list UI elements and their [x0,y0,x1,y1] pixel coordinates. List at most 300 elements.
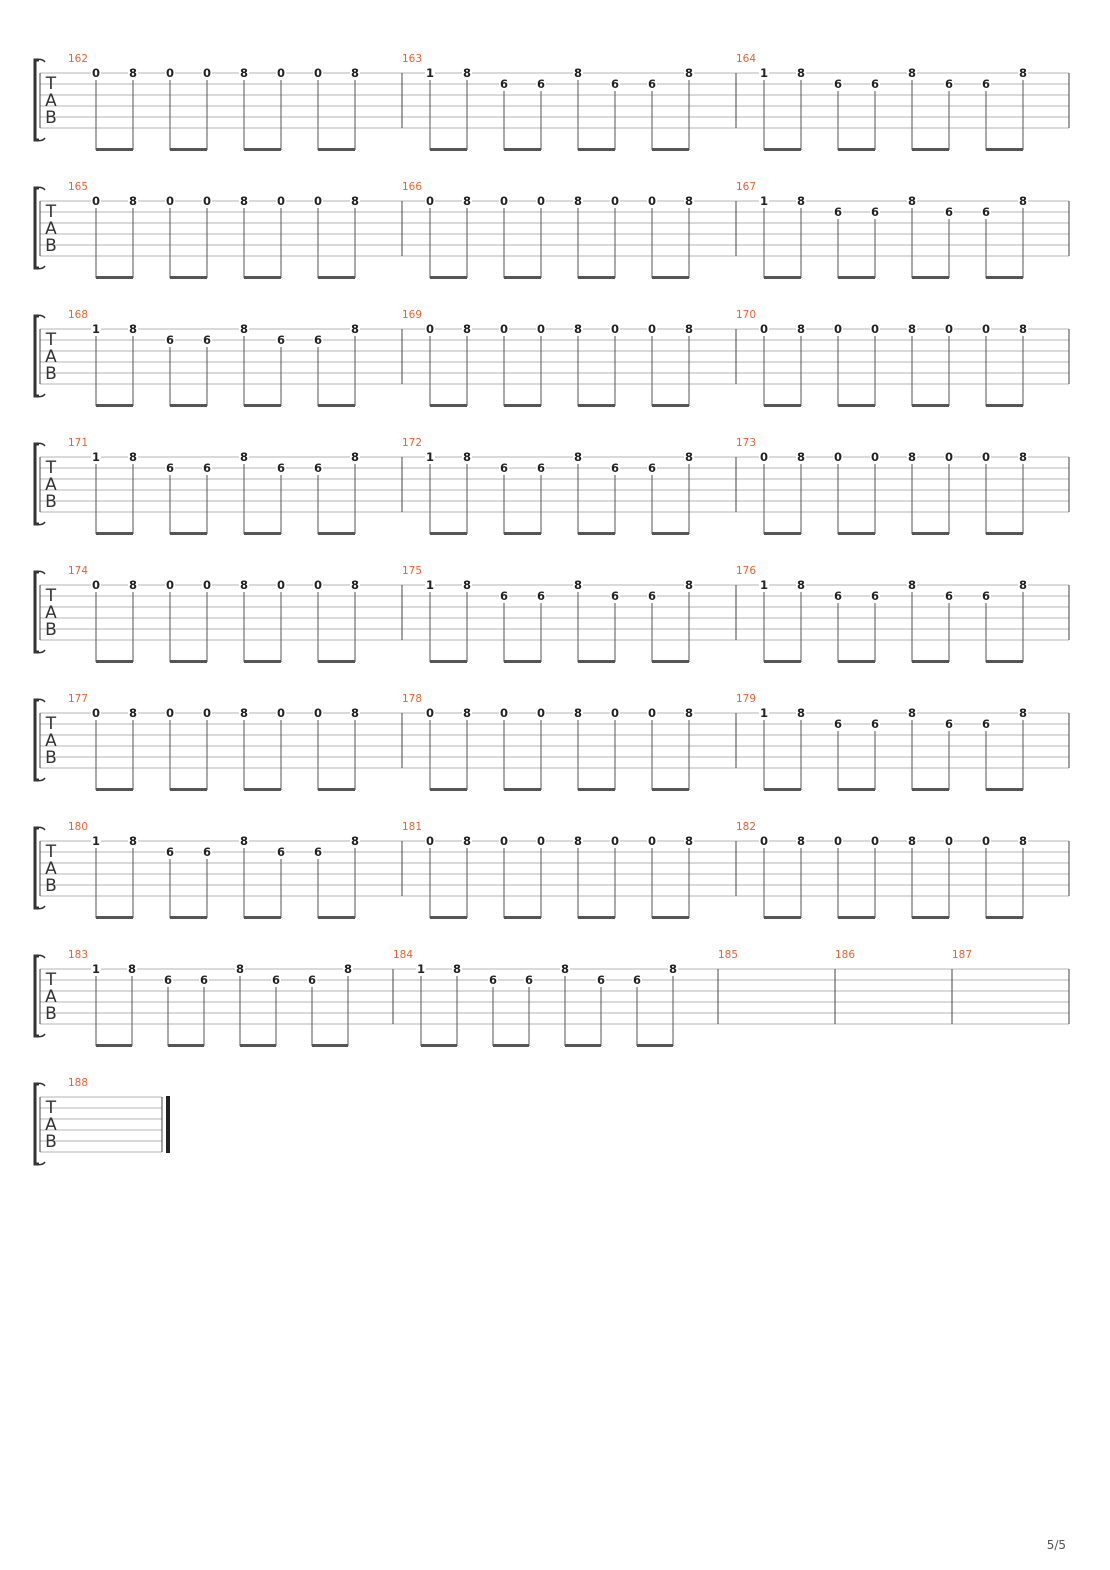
tab-clef-letter: T [45,458,57,478]
note-beam [912,532,949,535]
fret-number: 6 [944,77,954,91]
note-beam [986,660,1023,663]
fret-number: 8 [462,450,472,464]
measure-number: 165 [68,181,89,193]
note-beam [912,148,949,151]
note-beam [652,660,689,663]
note-beam [764,532,801,535]
note-beam [986,276,1023,279]
fret-number: 6 [499,589,509,603]
measure-number: 168 [68,309,89,321]
fret-number: 6 [165,845,175,859]
note-beam [318,148,355,151]
measure-number: 162 [68,53,89,65]
tab-clef-letter: T [45,842,57,862]
measure-number: 164 [736,53,757,65]
note-beam [430,148,467,151]
note-beam [504,916,541,919]
fret-number: 8 [462,66,472,80]
note-beam [652,916,689,919]
fret-number: 8 [239,834,249,848]
fret-number: 8 [350,194,360,208]
fret-number: 0 [425,706,435,720]
fret-number: 6 [647,589,657,603]
fret-number: 6 [276,461,286,475]
fret-number: 8 [573,194,583,208]
fret-number: 0 [647,834,657,848]
fret-number: 6 [870,717,880,731]
system-bracket [35,444,39,524]
measure-number: 178 [402,693,423,705]
fret-number: 6 [313,333,323,347]
fret-number: 6 [610,77,620,91]
fret-number: 0 [536,834,546,848]
tab-system [35,565,1069,663]
measure-number: 167 [736,181,757,193]
measure-number: 174 [68,565,89,577]
fret-number: 0 [944,450,954,464]
fret-number: 8 [350,578,360,592]
fret-number: 0 [610,194,620,208]
fret-number: 6 [202,461,212,475]
fret-number: 0 [425,834,435,848]
fret-number: 8 [684,322,694,336]
fret-number: 0 [870,450,880,464]
note-beam [430,916,467,919]
fret-number: 0 [499,194,509,208]
measure-number: 166 [402,181,423,193]
measure-number: 169 [402,309,423,321]
fret-number: 6 [163,973,173,987]
fret-number: 0 [647,194,657,208]
fret-number: 1 [416,962,426,976]
note-beam [504,788,541,791]
fret-number: 8 [684,450,694,464]
fret-number: 6 [944,589,954,603]
fret-number: 8 [684,706,694,720]
fret-number: 1 [91,322,101,336]
note-beam [244,532,281,535]
fret-number: 6 [499,77,509,91]
fret-number: 8 [573,578,583,592]
tab-clef-letter: A [45,219,57,239]
tab-clef-letter: A [45,1115,57,1135]
fret-number: 8 [796,322,806,336]
fret-number: 0 [944,322,954,336]
note-beam [244,404,281,407]
note-beam [652,788,689,791]
note-beam [652,404,689,407]
fret-number: 6 [307,973,317,987]
note-beam [838,788,875,791]
tab-clef-letter: B [45,620,57,640]
fret-number: 6 [536,77,546,91]
fret-number: 0 [165,578,175,592]
note-beam [170,532,207,535]
note-beam [986,916,1023,919]
note-beam [578,788,615,791]
fret-number: 6 [833,205,843,219]
note-beam [912,916,949,919]
system-bracket [35,828,39,908]
note-beam [318,788,355,791]
note-beam [912,276,949,279]
fret-number: 6 [981,717,991,731]
fret-number: 6 [536,461,546,475]
fret-number: 0 [536,194,546,208]
fret-number: 6 [647,461,657,475]
fret-number: 0 [202,578,212,592]
measure-number: 182 [736,821,757,833]
fret-number: 8 [684,66,694,80]
note-beam [96,276,133,279]
tab-clef-letter: T [45,970,57,990]
note-beam [652,148,689,151]
fret-number: 1 [425,450,435,464]
note-beam [96,1044,132,1047]
fret-number: 8 [1018,578,1028,592]
fret-number: 8 [684,834,694,848]
fret-number: 0 [313,194,323,208]
measure-number: 183 [68,949,89,961]
fret-number: 8 [907,578,917,592]
fret-number: 6 [870,589,880,603]
note-beam [578,916,615,919]
fret-number: 8 [1018,450,1028,464]
note-beam [764,916,801,919]
note-beam [430,660,467,663]
note-beam [578,532,615,535]
page-number: 5/5 [1046,1538,1066,1552]
note-beam [504,532,541,535]
fret-number: 8 [1018,706,1028,720]
note-beam [96,148,133,151]
fret-number: 8 [239,194,249,208]
fret-number: 0 [833,322,843,336]
fret-number: 8 [462,834,472,848]
system-bracket [35,188,39,268]
fret-number: 8 [128,706,138,720]
fret-number: 0 [313,578,323,592]
note-beam [578,148,615,151]
fret-number: 0 [313,66,323,80]
note-beam [764,404,801,407]
note-beam [240,1044,276,1047]
fret-number: 0 [647,706,657,720]
note-beam [838,532,875,535]
fret-number: 8 [796,706,806,720]
note-beam [170,660,207,663]
fret-number: 6 [981,589,991,603]
fret-number: 8 [907,450,917,464]
fret-number: 0 [425,194,435,208]
fret-number: 1 [425,66,435,80]
fret-number: 8 [452,962,462,976]
fret-number: 6 [632,973,642,987]
note-beam [652,276,689,279]
note-beam [637,1044,673,1047]
fret-number: 8 [128,450,138,464]
fret-number: 8 [350,450,360,464]
note-beam [565,1044,601,1047]
fret-number: 8 [462,578,472,592]
measure-number: 176 [736,565,757,577]
fret-number: 0 [610,322,620,336]
note-beam [244,788,281,791]
fret-number: 8 [907,322,917,336]
note-beam [318,660,355,663]
fret-number: 0 [91,66,101,80]
fret-number: 8 [235,962,245,976]
note-beam [764,148,801,151]
note-beam [96,660,133,663]
measure-number: 163 [402,53,423,65]
fret-number: 0 [981,322,991,336]
fret-number: 6 [536,589,546,603]
fret-number: 6 [199,973,209,987]
tab-clef-letter: T [45,586,57,606]
fret-number: 0 [202,706,212,720]
system-bracket [35,316,39,396]
fret-number: 0 [610,834,620,848]
tab-clef-letter: T [45,714,57,734]
fret-number: 8 [1018,834,1028,848]
note-beam [838,916,875,919]
fret-number: 1 [91,834,101,848]
fret-number: 8 [1018,322,1028,336]
note-beam [838,276,875,279]
fret-number: 8 [907,194,917,208]
fret-number: 6 [647,77,657,91]
measure-number: 177 [68,693,89,705]
fret-number: 0 [536,706,546,720]
fret-number: 0 [165,706,175,720]
tab-clef-letter: T [45,74,57,94]
tab-clef-letter: B [45,876,57,896]
measure-number: 172 [402,437,423,449]
fret-number: 8 [684,194,694,208]
fret-number: 1 [91,962,101,976]
note-beam [168,1044,204,1047]
fret-number: 8 [684,578,694,592]
fret-number: 6 [488,973,498,987]
tab-system [35,949,1069,1047]
fret-number: 0 [425,322,435,336]
fret-number: 8 [573,706,583,720]
tab-clef-letter: B [45,108,57,128]
fret-number: 0 [944,834,954,848]
fret-number: 0 [91,578,101,592]
fret-number: 0 [202,194,212,208]
note-beam [838,660,875,663]
fret-number: 6 [870,205,880,219]
fret-number: 6 [165,333,175,347]
note-beam [244,276,281,279]
fret-number: 8 [128,578,138,592]
fret-number: 8 [668,962,678,976]
tab-system [35,53,1069,151]
note-beam [430,404,467,407]
fret-number: 0 [276,66,286,80]
note-beam [578,276,615,279]
tab-system [35,181,1069,279]
fret-number: 8 [128,834,138,848]
fret-number: 8 [1018,194,1028,208]
note-beam [244,148,281,151]
fret-number: 8 [128,322,138,336]
note-beam [96,788,133,791]
fret-number: 8 [239,66,249,80]
fret-number: 6 [499,461,509,475]
fret-number: 8 [573,322,583,336]
fret-number: 0 [499,322,509,336]
measure-number: 170 [736,309,757,321]
measure-number: 186 [835,949,856,961]
tab-clef-letter: A [45,475,57,495]
fret-number: 1 [759,578,769,592]
fret-number: 8 [128,194,138,208]
fret-number: 6 [833,77,843,91]
fret-number: 0 [981,450,991,464]
note-beam [430,276,467,279]
fret-number: 0 [165,194,175,208]
note-beam [318,916,355,919]
fret-number: 8 [462,194,472,208]
fret-number: 1 [91,450,101,464]
note-beam [421,1044,457,1047]
measure-number: 175 [402,565,423,577]
fret-number: 0 [870,834,880,848]
fret-number: 8 [239,706,249,720]
fret-number: 8 [128,66,138,80]
system-bracket [35,60,39,140]
fret-number: 0 [91,194,101,208]
note-beam [170,788,207,791]
fret-number: 6 [870,77,880,91]
note-beam [318,276,355,279]
note-beam [578,404,615,407]
note-beam [430,788,467,791]
fret-number: 0 [499,706,509,720]
note-beam [493,1044,529,1047]
note-beam [244,916,281,919]
fret-number: 0 [313,706,323,720]
fret-number: 1 [759,194,769,208]
fret-number: 8 [560,962,570,976]
note-beam [170,148,207,151]
fret-number: 8 [796,66,806,80]
measure-number: 187 [952,949,973,961]
fret-number: 8 [239,322,249,336]
fret-number: 0 [870,322,880,336]
note-beam [838,148,875,151]
tab-clef-letter: B [45,1004,57,1024]
fret-number: 0 [276,706,286,720]
fret-number: 6 [202,333,212,347]
fret-number: 6 [524,973,534,987]
fret-number: 0 [833,450,843,464]
fret-number: 6 [833,589,843,603]
fret-number: 1 [759,706,769,720]
note-beam [244,660,281,663]
measure-number: 181 [402,821,423,833]
fret-number: 6 [276,845,286,859]
note-beam [764,788,801,791]
note-beam [986,788,1023,791]
fret-number: 8 [573,834,583,848]
fret-number: 8 [796,194,806,208]
tab-clef-letter: A [45,987,57,1007]
tab-clef-letter: T [45,202,57,222]
fret-number: 0 [165,66,175,80]
fret-number: 8 [907,706,917,720]
fret-number: 8 [1018,66,1028,80]
fret-number: 8 [796,578,806,592]
fret-number: 8 [907,834,917,848]
note-beam [652,532,689,535]
note-beam [986,532,1023,535]
fret-number: 8 [350,322,360,336]
measure-number: 188 [68,1077,89,1089]
fret-number: 8 [796,834,806,848]
measure-number: 184 [393,949,414,961]
fret-number: 8 [796,450,806,464]
fret-number: 0 [759,450,769,464]
fret-number: 0 [202,66,212,80]
measure-number: 171 [68,437,89,449]
note-beam [986,148,1023,151]
fret-number: 8 [343,962,353,976]
fret-number: 6 [271,973,281,987]
note-beam [912,660,949,663]
note-beam [764,660,801,663]
tab-clef-letter: T [45,1098,57,1118]
fret-number: 6 [276,333,286,347]
note-beam [504,276,541,279]
tab-clef-letter: B [45,364,57,384]
tab-clef-letter: A [45,731,57,751]
tab-clef-letter: B [45,492,57,512]
fret-number: 0 [610,706,620,720]
tab-system [35,437,1069,535]
tab-clef-letter: B [45,236,57,256]
fret-number: 6 [610,461,620,475]
fret-number: 6 [944,717,954,731]
fret-number: 8 [462,322,472,336]
fret-number: 8 [350,66,360,80]
fret-number: 0 [833,834,843,848]
fret-number: 8 [127,962,137,976]
tab-clef-letter: A [45,91,57,111]
fret-number: 0 [499,834,509,848]
tab-clef-letter: A [45,859,57,879]
fret-number: 8 [573,66,583,80]
note-beam [430,532,467,535]
system-bracket [35,956,39,1036]
fret-number: 0 [536,322,546,336]
fret-number: 6 [596,973,606,987]
tab-clef-letter: A [45,347,57,367]
fret-number: 6 [610,589,620,603]
note-beam [504,148,541,151]
fret-number: 6 [833,717,843,731]
note-beam [170,276,207,279]
fret-number: 8 [462,706,472,720]
fret-number: 0 [276,194,286,208]
note-beam [170,404,207,407]
fret-number: 6 [165,461,175,475]
fret-number: 0 [759,322,769,336]
